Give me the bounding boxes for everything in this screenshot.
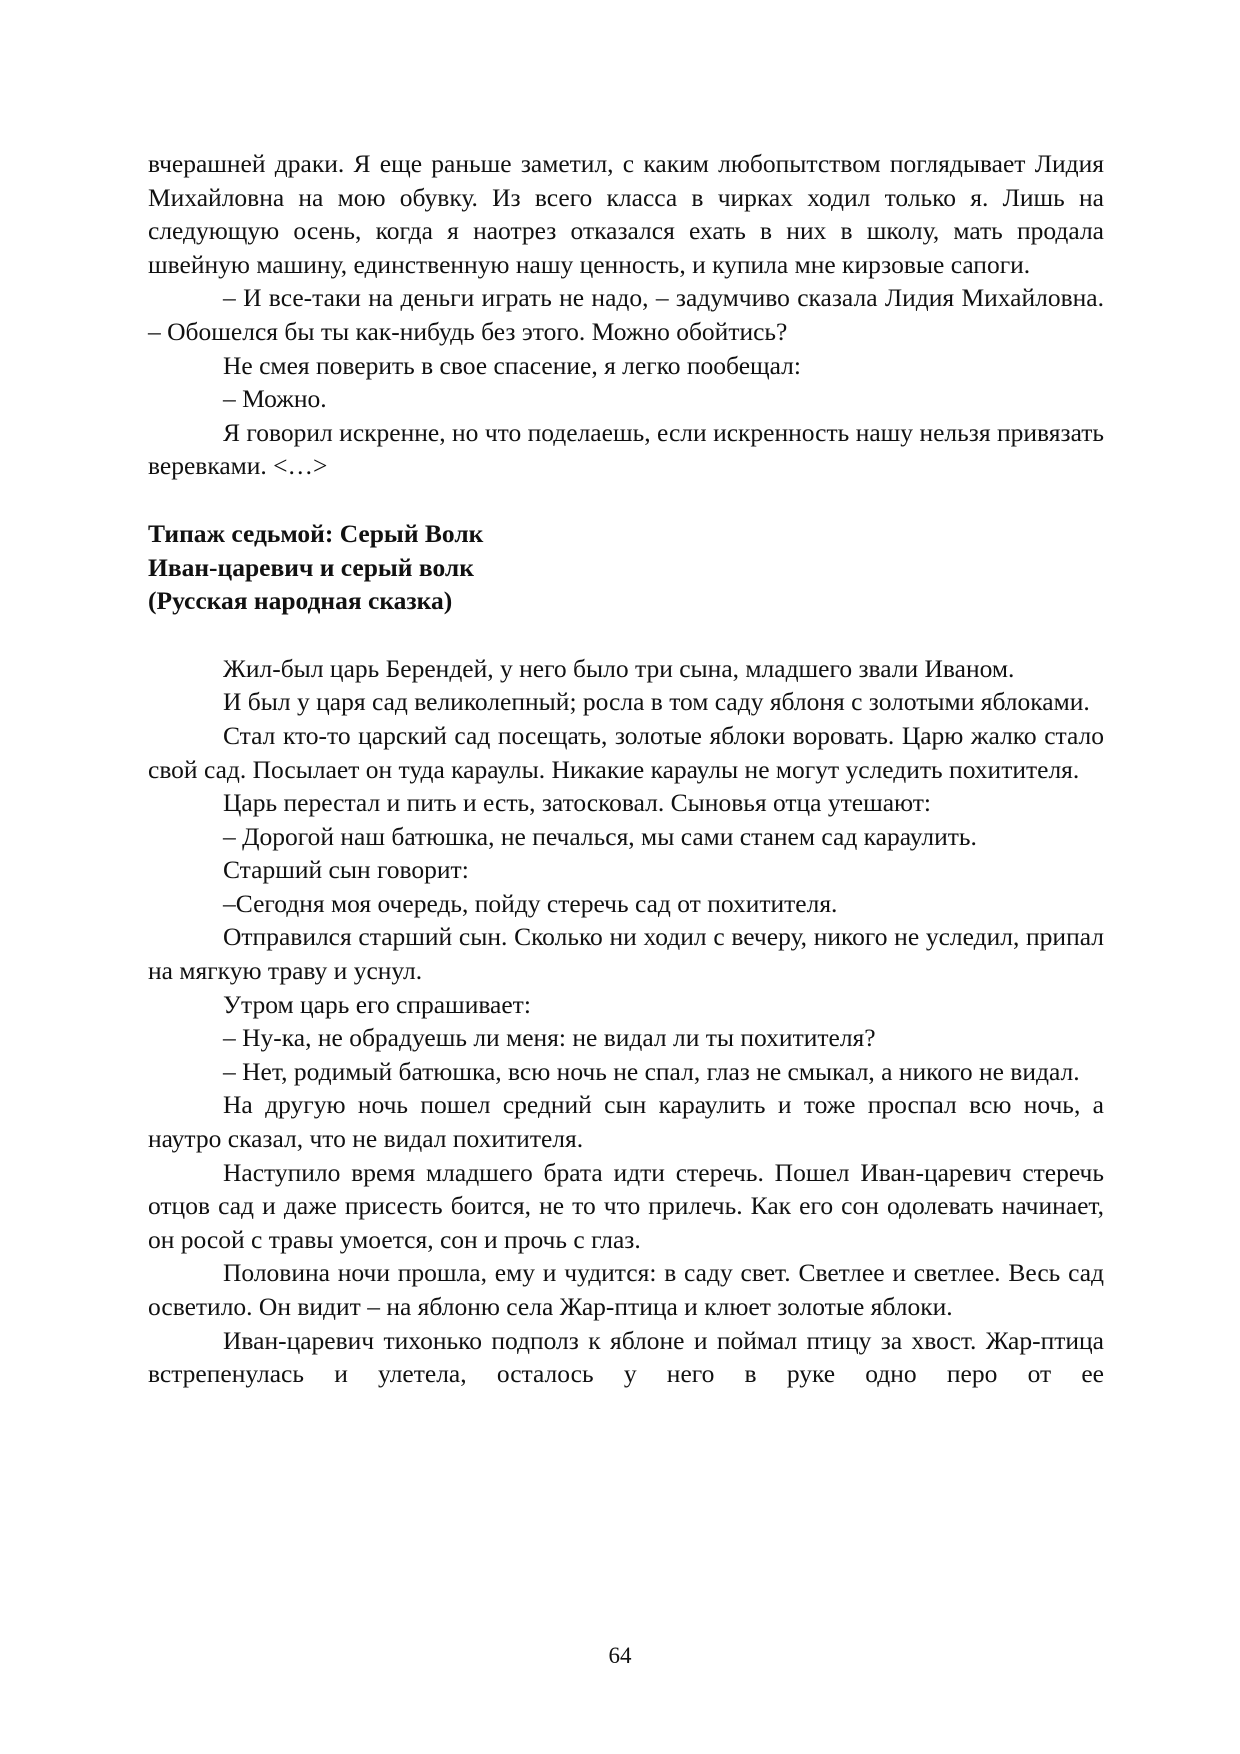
heading-line-2: Иван-царевич и серый волк (148, 552, 474, 582)
paragraph: – Ну-ка, не обрадуешь ли меня: не видал ли ты похитителя? (223, 1023, 876, 1053)
paragraph: вчерашней драки. Я еще раньше заметил, с каким любопытством поглядывает Лидия Михайловна на мою обувку. Из всего класса в чирках ходил только я. Лишь на следующую осень, когда я наотрез отказался ехать в них в школу, мать продала швейную машину, единственную нашу ценность, и купила мне кирзовые сапоги. (148, 149, 1104, 279)
paragraph: – Можно. (223, 384, 327, 414)
section-heading (148, 517, 1104, 618)
paragraph: На другую ночь пошел средний сын караулить и тоже проспал всю ночь, а наутро сказал, что не видал похитителя. (148, 1090, 1104, 1154)
section-gap (148, 618, 1104, 652)
paragraph: – Нет, родимый батюшка, всю ночь не спал, глаз не смыкал, а никого не видал. (223, 1056, 1080, 1086)
page-number: 64 (608, 1643, 632, 1668)
heading-line-1: Типаж седьмой: Серый Волк (148, 518, 484, 548)
paragraph: – И все-таки на деньги играть не надо, – задумчиво сказала Лидия Михайловна. – Обошелся бы ты как-нибудь без этого. Можно обойтись? (148, 283, 1104, 346)
paragraph: Иван-царевич тихонько подполз к яблоне и поймал птицу за хвост. Жар-птица встрепенулась и улетела, осталось у него в руке одно перо от ее (148, 1325, 1104, 1389)
heading-line-3: (Русская народная сказка) (148, 586, 453, 616)
paragraph: Отправился старший сын. Сколько ни ходил с вечеру, никого не уследил, припал на мягкую траву и уснул. (148, 922, 1104, 986)
paragraph: –Сегодня моя очередь, пойду стеречь сад от похитителя. (223, 888, 838, 918)
paragraph: Я говорил искренне, но что поделаешь, если искренность нашу нельзя привязать веревками. <…> (148, 417, 1104, 481)
paragraph: Царь перестал и пить и есть, затосковал. Сыновья отца утешают: (223, 788, 931, 818)
paragraph: Старший сын говорит: (223, 855, 469, 885)
paragraph: Половина ночи прошла, ему и чудится: в саду свет. Светлее и светлее. Весь сад осветило. Он видит – на яблоню села Жар-птица и клюет золотые яблоки. (148, 1258, 1104, 1321)
paragraph: Стал кто-то царский сад посещать, золотые яблоки воровать. Царю жалко стало свой сад. Посылает он туда караулы. Никакие караулы не могут уследить похитителя. (148, 720, 1104, 784)
page-body (148, 147, 1104, 1391)
section-gap (148, 483, 1104, 517)
paragraph: Наступило время младшего брата идти стеречь. Пошел Иван-царевич стеречь отцов сад и даже присесть боится, не то что прилечь. Как его сон одолевать начинает, он росой с травы умоется, сон и прочь с глаз. (148, 1157, 1104, 1254)
paragraph: Не смея поверить в свое спасение, я легко пообещал: (223, 350, 801, 380)
paragraph: И был у царя сад великолепный; росла в том саду яблоня с золотыми яблоками. (223, 687, 1090, 717)
paragraph: Жил-был царь Берендей, у него было три сына, младшего звали Иваном. (223, 653, 1015, 683)
paragraph: – Дорогой наш батюшка, не печалься, мы сами станем сад караулить. (223, 821, 977, 851)
paragraph: Утром царь его спрашивает: (223, 989, 531, 1019)
